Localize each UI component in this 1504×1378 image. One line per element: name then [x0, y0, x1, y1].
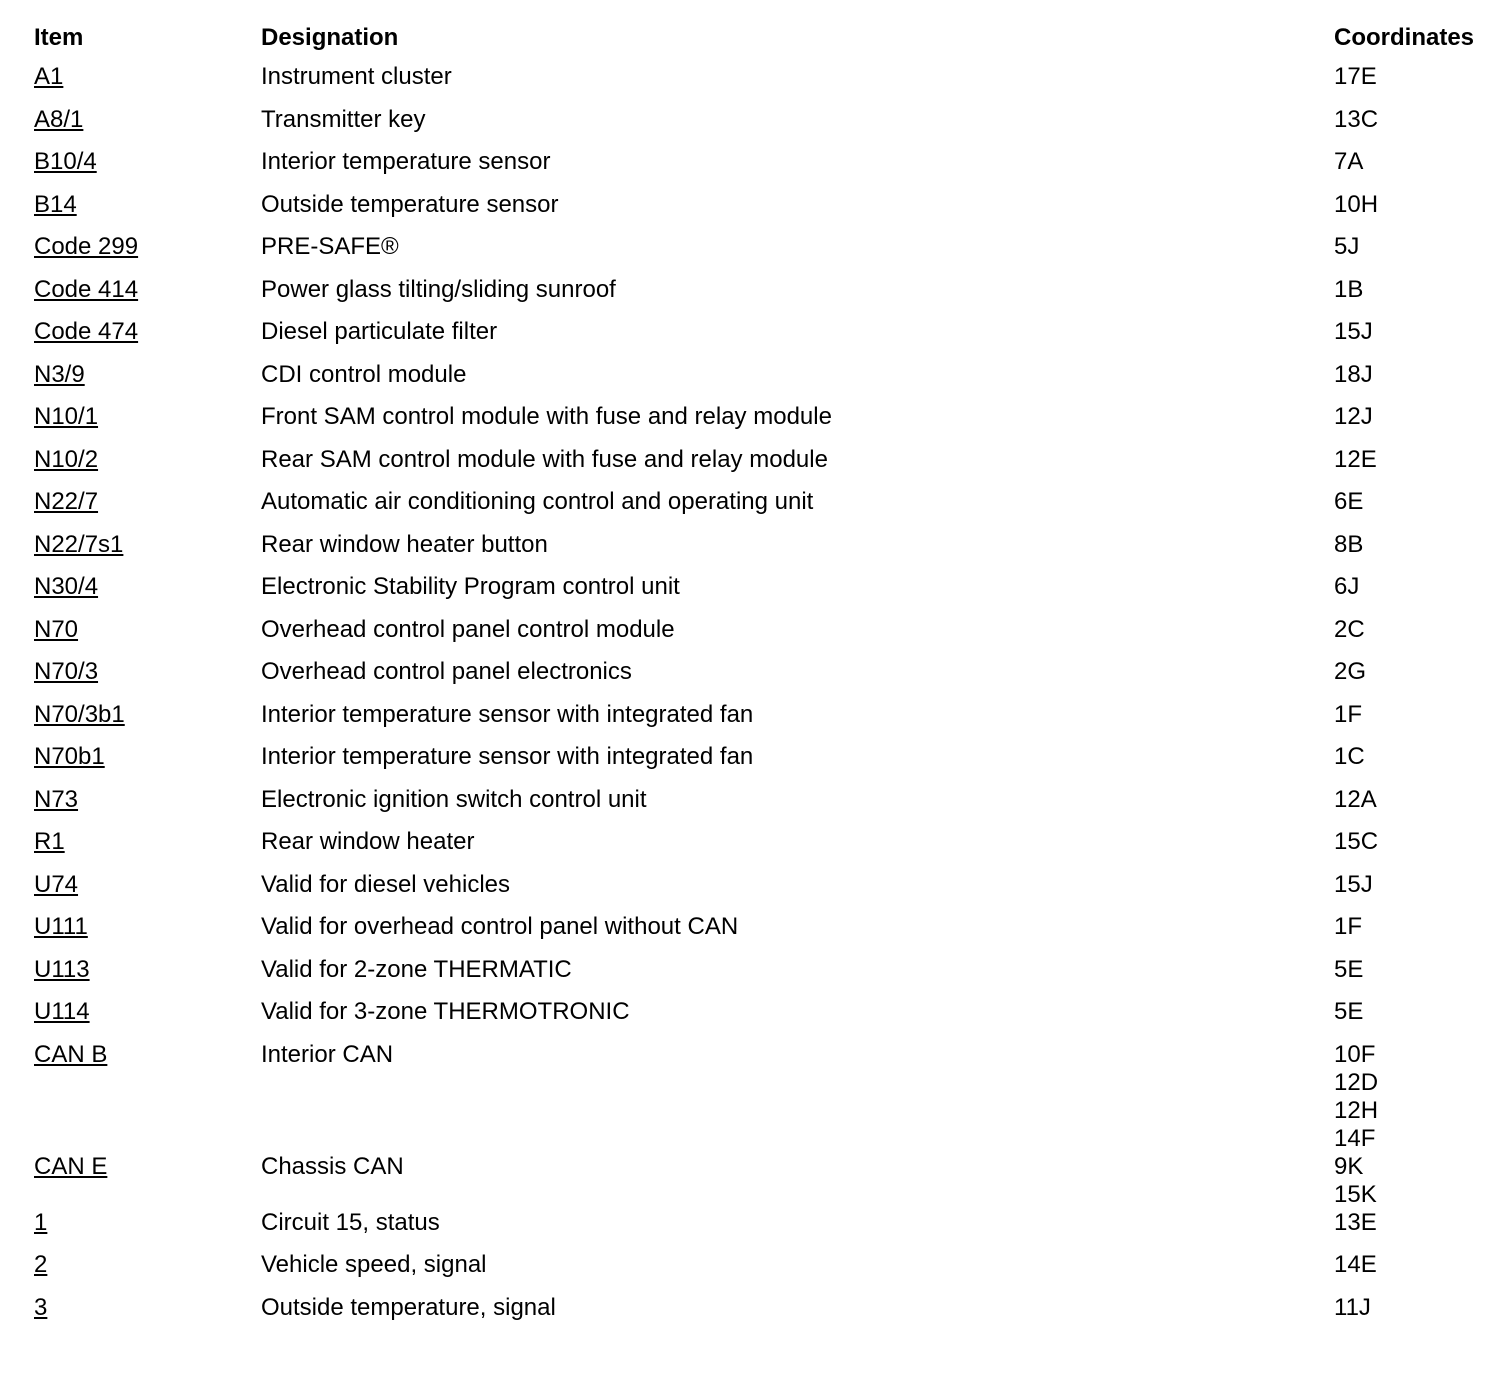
coordinates-cell — [1334, 786, 1494, 814]
coordinate-value: 9K — [1334, 1152, 1364, 1180]
item-cell — [34, 658, 261, 686]
coordinates-cell — [1334, 701, 1494, 729]
item-cell — [34, 531, 261, 559]
item-link[interactable]: N22/7 — [34, 488, 99, 515]
table-row — [34, 106, 1494, 149]
designation-cell: Outside temperature sensor — [261, 190, 559, 218]
item-link[interactable]: N30/4 — [34, 573, 99, 600]
item-cell — [34, 1209, 261, 1237]
item-link[interactable]: N10/1 — [34, 403, 99, 430]
header-item: Item — [34, 24, 84, 51]
item-link[interactable]: 2 — [34, 1251, 48, 1278]
table-row — [34, 446, 1494, 489]
coordinate-value: 12A — [1334, 785, 1377, 813]
designation-cell: Instrument cluster — [261, 63, 452, 90]
coordinates-cell — [1334, 318, 1494, 346]
table-row — [34, 828, 1494, 871]
item-link[interactable]: B14 — [34, 190, 77, 218]
item-link[interactable]: N3/9 — [34, 360, 85, 388]
header-designation: Designation — [261, 24, 399, 51]
item-cell — [34, 361, 261, 389]
coordinate-value: 2C — [1334, 615, 1365, 643]
coordinate-value: 2G — [1334, 658, 1367, 685]
coordinate-value: 12J — [1334, 403, 1373, 430]
coordinate-value: 13E — [1334, 1208, 1377, 1236]
coordinate-value: 5J — [1334, 233, 1360, 260]
item-cell — [34, 1251, 261, 1279]
coordinates-cell — [1334, 276, 1494, 304]
designation-cell: Valid for 2-zone THERMATIC — [261, 955, 572, 983]
coordinate-value: 14F — [1334, 1124, 1376, 1152]
designation-cell: Valid for overhead control panel without CAN — [261, 913, 739, 940]
designation-cell: Interior temperature sensor — [261, 148, 551, 175]
coordinate-value: 12D — [1334, 1068, 1379, 1096]
coordinates-cell — [1334, 148, 1494, 176]
item-link[interactable]: N73 — [34, 785, 79, 813]
table-header — [34, 24, 1494, 63]
table-row — [34, 148, 1494, 191]
item-cell — [34, 701, 261, 729]
designation-cell: Valid for diesel vehicles — [261, 870, 511, 898]
item-link[interactable]: N70/3 — [34, 658, 99, 685]
designation-cell: PRE-SAFE® — [261, 233, 399, 260]
coordinates-cell — [1334, 531, 1494, 559]
designation-cell: Automatic air conditioning control and operating unit — [261, 488, 814, 515]
item-link[interactable]: U74 — [34, 870, 79, 898]
item-link[interactable]: CAN B — [34, 1040, 108, 1068]
coordinates-cell — [1334, 1294, 1494, 1322]
table-row — [34, 361, 1494, 404]
item-link[interactable]: B10/4 — [34, 148, 97, 175]
coordinate-value: 15K — [1334, 1180, 1377, 1208]
designation-cell: Circuit 15, status — [261, 1208, 440, 1236]
item-link[interactable]: N70 — [34, 615, 79, 643]
designation-cell: Interior temperature sensor with integrated fan — [261, 700, 754, 728]
item-link[interactable]: N22/7s1 — [34, 530, 124, 558]
designation-cell: Electronic ignition switch control unit — [261, 785, 647, 813]
item-cell — [34, 403, 261, 431]
item-cell — [34, 828, 261, 856]
item-cell — [34, 913, 261, 941]
table-row — [34, 233, 1494, 276]
header-coordinates: Coordinates — [1334, 24, 1475, 51]
table-row — [34, 1153, 1494, 1209]
table-row — [34, 913, 1494, 956]
designation-cell: Interior temperature sensor with integrated fan — [261, 743, 754, 770]
table-row — [34, 1041, 1494, 1153]
table-row — [34, 531, 1494, 574]
designation-cell: Diesel particulate filter — [261, 318, 498, 345]
item-cell — [34, 1294, 261, 1322]
table-row — [34, 786, 1494, 829]
item-cell — [34, 148, 261, 176]
coordinate-value: 18J — [1334, 360, 1373, 388]
item-link[interactable]: U114 — [34, 998, 90, 1025]
coordinates-cell — [1334, 1209, 1494, 1237]
item-link[interactable]: N10/2 — [34, 445, 99, 473]
coordinates-cell — [1334, 956, 1494, 984]
item-cell — [34, 488, 261, 516]
designation-cell: Valid for 3-zone THERMOTRONIC — [261, 998, 630, 1025]
designation-cell: Transmitter key — [261, 105, 426, 133]
table-row — [34, 573, 1494, 616]
coordinate-value: 7A — [1334, 148, 1364, 175]
item-link[interactable]: R1 — [34, 828, 65, 855]
coordinate-value: 15J — [1334, 318, 1373, 345]
designation-cell: Overhead control panel control module — [261, 615, 675, 643]
coordinates-cell — [1334, 871, 1494, 899]
coordinate-value: 1C — [1334, 743, 1365, 770]
item-link[interactable]: N70/3b1 — [34, 700, 125, 728]
table-row — [34, 1294, 1494, 1337]
coordinates-cell — [1334, 828, 1494, 856]
table-row — [34, 403, 1494, 446]
coordinates-cell — [1334, 1041, 1494, 1153]
item-link[interactable]: Code 414 — [34, 275, 139, 303]
item-cell — [34, 191, 261, 219]
coordinates-cell — [1334, 233, 1494, 261]
designation-cell: Rear window heater — [261, 828, 475, 855]
coordinate-value: 10F — [1334, 1040, 1376, 1068]
item-cell — [34, 616, 261, 644]
coordinate-value: 10H — [1334, 190, 1379, 218]
coordinates-cell — [1334, 1153, 1494, 1209]
item-cell — [34, 318, 261, 346]
designation-cell: Chassis CAN — [261, 1152, 404, 1180]
table-row — [34, 743, 1494, 786]
item-link[interactable]: 3 — [34, 1293, 48, 1321]
table-row — [34, 701, 1494, 744]
item-cell — [34, 63, 261, 91]
coordinates-cell — [1334, 913, 1494, 941]
coordinates-cell — [1334, 191, 1494, 219]
item-link[interactable]: A1 — [34, 63, 64, 90]
table-row — [34, 1209, 1494, 1252]
coordinate-value: 15C — [1334, 828, 1379, 855]
item-cell — [34, 573, 261, 601]
designation-cell: CDI control module — [261, 360, 467, 388]
designation-cell: Rear window heater button — [261, 530, 548, 558]
coordinates-cell — [1334, 446, 1494, 474]
coordinate-value: 13C — [1334, 105, 1379, 133]
item-cell — [34, 1153, 261, 1181]
table-row — [34, 276, 1494, 319]
item-cell — [34, 998, 261, 1026]
table-row — [34, 488, 1494, 531]
item-link[interactable]: Code 299 — [34, 233, 139, 260]
item-link[interactable]: A8/1 — [34, 105, 84, 133]
coordinate-value: 1F — [1334, 700, 1363, 728]
designation-cell: Overhead control panel electronics — [261, 658, 632, 685]
coordinates-cell — [1334, 573, 1494, 601]
coordinate-value: 5E — [1334, 955, 1364, 983]
coordinates-cell — [1334, 488, 1494, 516]
table-row — [34, 616, 1494, 659]
designation-cell: Outside temperature, signal — [261, 1293, 556, 1321]
coordinates-cell — [1334, 743, 1494, 771]
designation-cell: Front SAM control module with fuse and relay module — [261, 403, 832, 430]
coordinate-value: 1F — [1334, 913, 1363, 940]
coordinates-cell — [1334, 616, 1494, 644]
designation-cell: Power glass tilting/sliding sunroof — [261, 275, 616, 303]
item-cell — [34, 276, 261, 304]
table-row — [34, 658, 1494, 701]
coordinate-value: 6J — [1334, 573, 1360, 600]
coordinate-value: 15J — [1334, 870, 1373, 898]
coordinate-value: 12H — [1334, 1096, 1379, 1124]
coordinates-cell — [1334, 106, 1494, 134]
coordinate-value: 8B — [1334, 530, 1364, 558]
item-link[interactable]: N70b1 — [34, 743, 105, 770]
table-row — [34, 998, 1494, 1041]
table-row — [34, 956, 1494, 999]
table-row — [34, 1251, 1494, 1294]
coordinate-value: 17E — [1334, 63, 1377, 90]
item-cell — [34, 871, 261, 899]
legend-table — [34, 24, 1494, 1336]
designation-cell: Electronic Stability Program control unit — [261, 573, 680, 600]
item-cell — [34, 233, 261, 261]
table-row — [34, 191, 1494, 234]
table-row — [34, 63, 1494, 106]
coordinate-value: 1B — [1334, 275, 1364, 303]
coordinates-cell — [1334, 403, 1494, 431]
coordinate-value: 12E — [1334, 445, 1377, 473]
designation-cell: Interior CAN — [261, 1040, 394, 1068]
designation-cell: Rear SAM control module with fuse and relay module — [261, 445, 828, 473]
coordinates-cell — [1334, 658, 1494, 686]
coordinates-cell — [1334, 998, 1494, 1026]
designation-cell: Vehicle speed, signal — [261, 1251, 487, 1278]
coordinate-value: 11J — [1334, 1293, 1371, 1321]
coordinates-cell — [1334, 1251, 1494, 1279]
coordinate-value: 14E — [1334, 1251, 1377, 1278]
item-cell — [34, 743, 261, 771]
item-link[interactable]: 1 — [34, 1208, 48, 1236]
item-cell — [34, 446, 261, 474]
coordinate-value: 5E — [1334, 998, 1364, 1025]
item-cell — [34, 1041, 261, 1069]
item-link[interactable]: U111 — [34, 913, 88, 940]
item-link[interactable]: Code 474 — [34, 318, 139, 345]
coordinates-cell — [1334, 361, 1494, 389]
table-row — [34, 318, 1494, 361]
item-cell — [34, 106, 261, 134]
item-cell — [34, 786, 261, 814]
table-row — [34, 871, 1494, 914]
item-link[interactable]: U113 — [34, 955, 90, 983]
coordinate-value: 6E — [1334, 488, 1364, 515]
item-cell — [34, 956, 261, 984]
item-link[interactable]: CAN E — [34, 1152, 108, 1180]
coordinates-cell — [1334, 63, 1494, 91]
table-body — [34, 63, 1494, 1336]
